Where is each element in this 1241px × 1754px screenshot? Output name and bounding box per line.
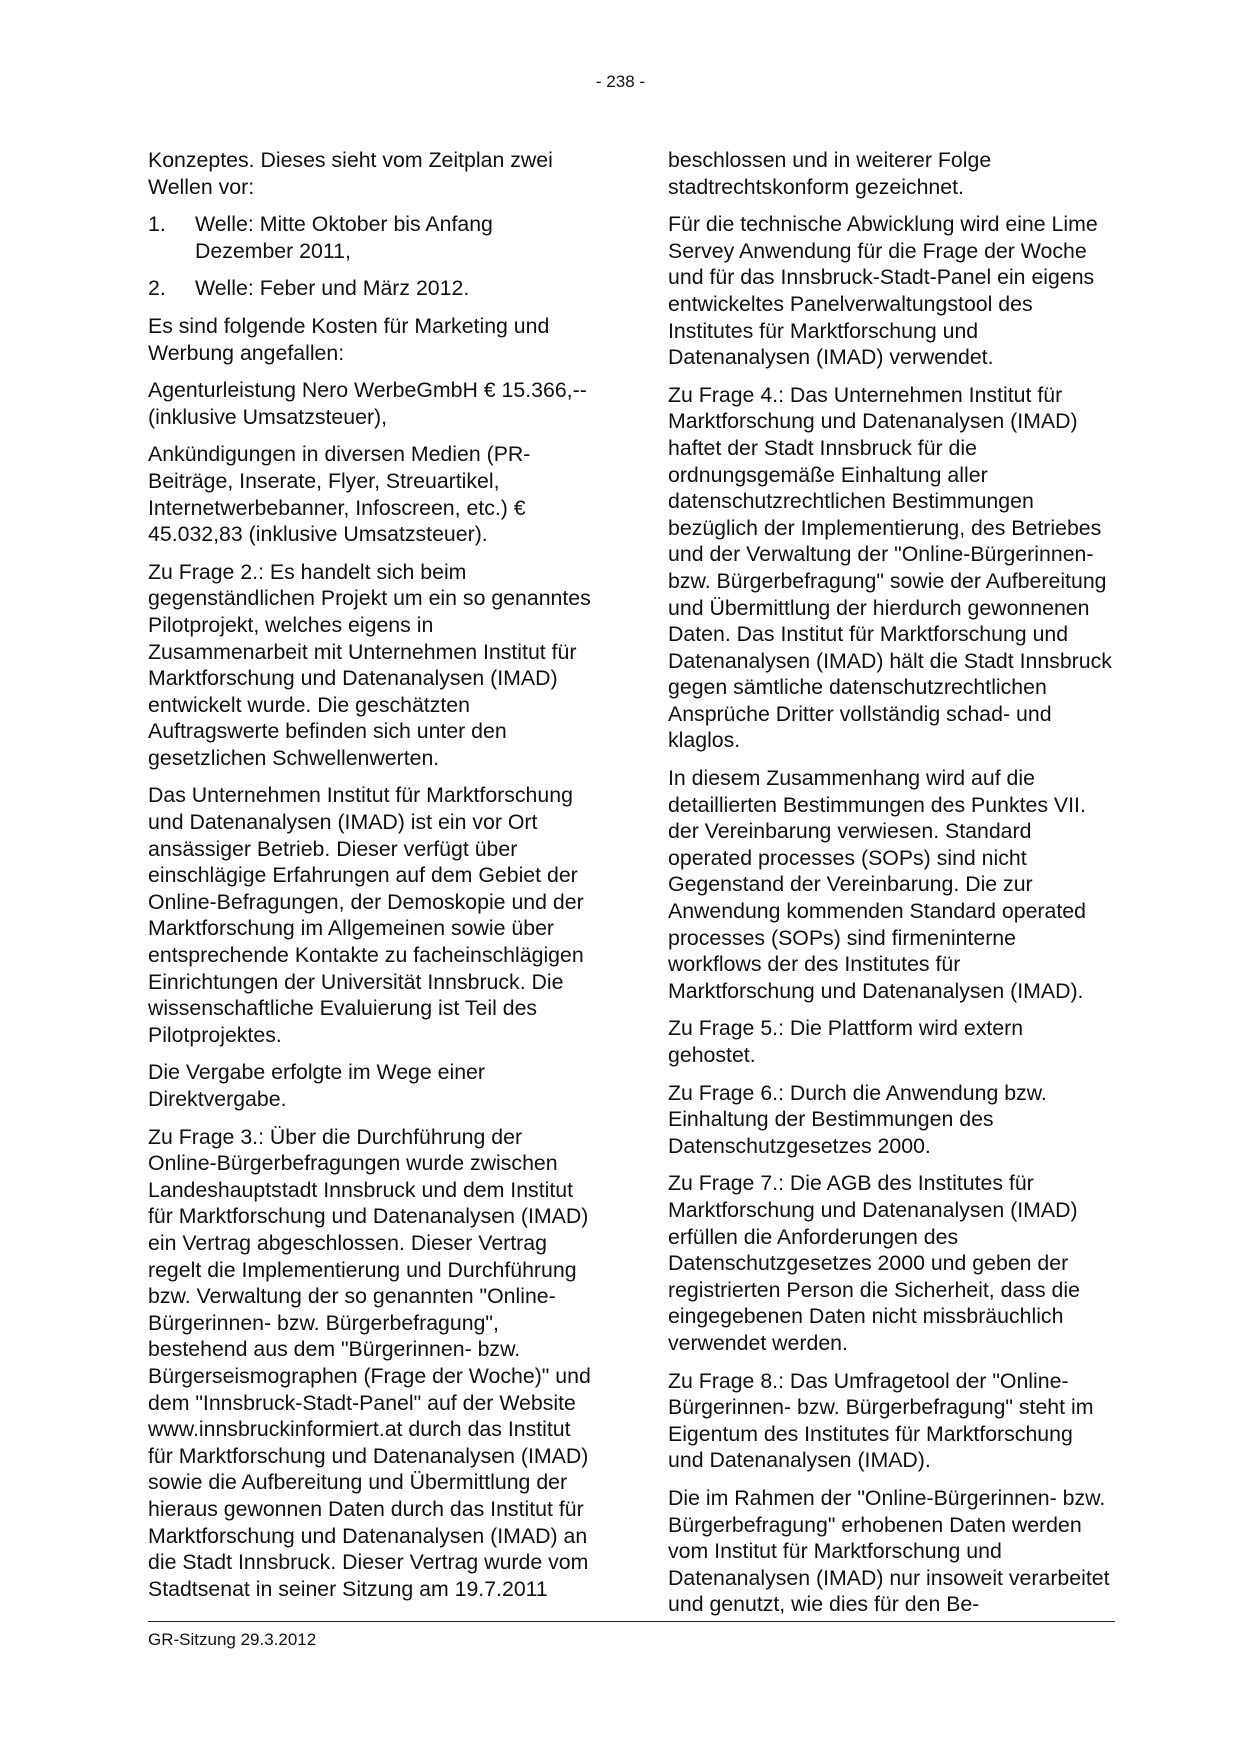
paragraph-media-cost: Ankündigungen in diversen Medien (PR-Beiträge, Inserate, Flyer, Streuartikel, Internetwerbebanner, Infoscreen, etc.) € 45.032,83 (inklusive Umsatzsteuer). [148,442,531,547]
list-text: Welle: Mitte Oktober bis Anfang Dezember 2011, [195,212,493,263]
list-number: 1. [148,212,166,237]
paragraph-question-5: Zu Frage 5.: Die Plattform wird extern gehostet. [668,1016,1024,1067]
page-number: - 238 - [595,72,646,91]
paragraph-technical: Für die technische Abwicklung wird eine Lime Servey Anwendung für die Frage der Woche und für das Innsbruck-Stadt-Panel ein eigens entwickeltes Panelverwaltungstool des Institutes für Marktforschung und Datenanalysen (IMAD) verwendet. [668,212,1098,370]
paragraph-data-use: Die im Rahmen der "Online-Bürgerinnen- bzw. Bürgerbefragung" erhobenen Daten werden vom Institut für Marktforschung und Datenanalysen (IMAD) nur insoweit verarbeitet und genutzt, wie dies für den Be- [668,1485,1110,1617]
paragraph-agency-cost: Agenturleistung Nero WerbeGmbH € 15.366,-- (inklusive Umsatzsteuer), [148,378,587,429]
footer-session-date: GR-Sitzung 29.3.2012 [148,1630,317,1649]
paragraph-question-8: Zu Frage 8.: Das Umfragetool der "Online-Bürgerinnen- bzw. Bürgerbefragung" steht im Eigentum des Institutes für Marktforschung und Datenanalysen (IMAD). [668,1368,1094,1473]
paragraph-company: Das Unternehmen Institut für Marktforschung und Datenanalysen (IMAD) ist ein vor Ort ansässiger Betrieb. Dieser verfügt über einschlägige Erfahrungen auf dem Gebiet der Online-Befragungen, der Demoskopie und der Marktforschung im Allgemeinen sowie über entsprechende Kontakte zu facheinschlägigen Einrichtungen der Universität Innsbruck. Die wissenschaftliche Evaluierung ist Teil des Pilotprojektes. [148,783,584,1047]
left-column [148,147,593,1613]
paragraph-question-3: Zu Frage 3.: Über die Durchführung der Online-Bürgerbefragungen wurde zwischen Landeshauptstadt Innsbruck und dem Institut für Marktforschung und Datenanalysen (IMAD) ein Vertrag abgeschlossen. Dieser Vertrag regelt die Implementierung und Durchführung bzw. Verwaltung der so genannten "Online-Bürgerinnen- bzw. Bürgerbefragung", bestehend aus dem "Bürgerinnen- bzw. Bürgerseismographen (Frage der Woche)" und dem "Innsbruck-Stadt-Panel" auf der Website www.innsbruckinformiert.at durch das Institut für Marktforschung und Datenanalysen (IMAD) sowie die Aufbereitung und Übermittlung der hieraus gewonnen Daten durch das Institut für Marktforschung und Datenanalysen (IMAD) an die Stadt Innsbruck. Dieser Vertrag wurde vom Stadtsenat in seiner Sitzung am 19.7.2011 [148,1124,591,1601]
list-text: Welle: Feber und März 2012. [195,276,470,301]
paragraph-question-4: Zu Frage 4.: Das Unternehmen Institut für Marktforschung und Datenanalysen (IMAD) haftet der Stadt Innsbruck für die ordnungsgemäße Einhaltung aller datenschutzrechtlichen Bestimmungen bezüglich der Implementierung, des Betriebes und der Verwaltung der "Online-Bürgerinnen- bzw. Bürgerbefragung" sowie der Aufbereitung und Übermittlung der hierdurch gewonnenen Daten. Das Institut für Marktforschung und Datenanalysen (IMAD) hält die Stadt Innsbruck gegen sämtliche datenschutzrechtlichen Ansprüche Dritter vollständig schad- und klaglos. [668,382,1112,753]
footer-divider [148,1621,1115,1622]
paragraph-intro: Konzeptes. Dieses sieht vom Zeitplan zwei Wellen vor: [148,148,553,199]
list-item [148,211,593,264]
list-number: 2. [148,276,166,301]
paragraph-sop: In diesem Zusammenhang wird auf die detaillierten Bestimmungen des Punktes VII. der Vereinbarung verwiesen. Standard operated processes (SOPs) sind nicht Gegenstand der Vereinbarung. Die zur Anwendung kommenden Standard operated processes (SOPs) sind firmeninterne workflows der des Institutes für Marktforschung und Datenanalysen (IMAD). [668,766,1086,1003]
list-item [148,275,593,302]
paragraph-question-2: Zu Frage 2.: Es handelt sich beim gegenständlichen Projekt um ein so genanntes Pilotprojekt, welches eigens in Zusammenarbeit mit Unternehmen Institut für Marktforschung und Datenanalysen (IMAD) entwickelt wurde. Die geschätzten Auftragswerte befinden sich unter den gesetzlichen Schwellenwerten. [148,559,591,770]
paragraph-question-7: Zu Frage 7.: Die AGB des Institutes für Marktforschung und Datenanalysen (IMAD) erfüllen die Anforderungen des Datenschutzgesetzes 2000 und geben der registrierten Person die Sicherheit, dass die eingegebenen Daten nicht missbräuchlich verwendet werden. [668,1171,1080,1355]
paragraph-continuation: beschlossen und in weiterer Folge stadtrechtskonform gezeichnet. [668,148,992,199]
paragraph-question-6: Zu Frage 6.: Durch die Anwendung bzw. Einhaltung der Bestimmungen des Datenschutzgesetzes 2000. [668,1080,1047,1158]
paragraph-award: Die Vergabe erfolgte im Wege einer Direktvergabe. [148,1060,485,1111]
right-column [668,147,1113,1629]
paragraph-costs-intro: Es sind folgende Kosten für Marketing und Werbung angefallen: [148,313,550,365]
